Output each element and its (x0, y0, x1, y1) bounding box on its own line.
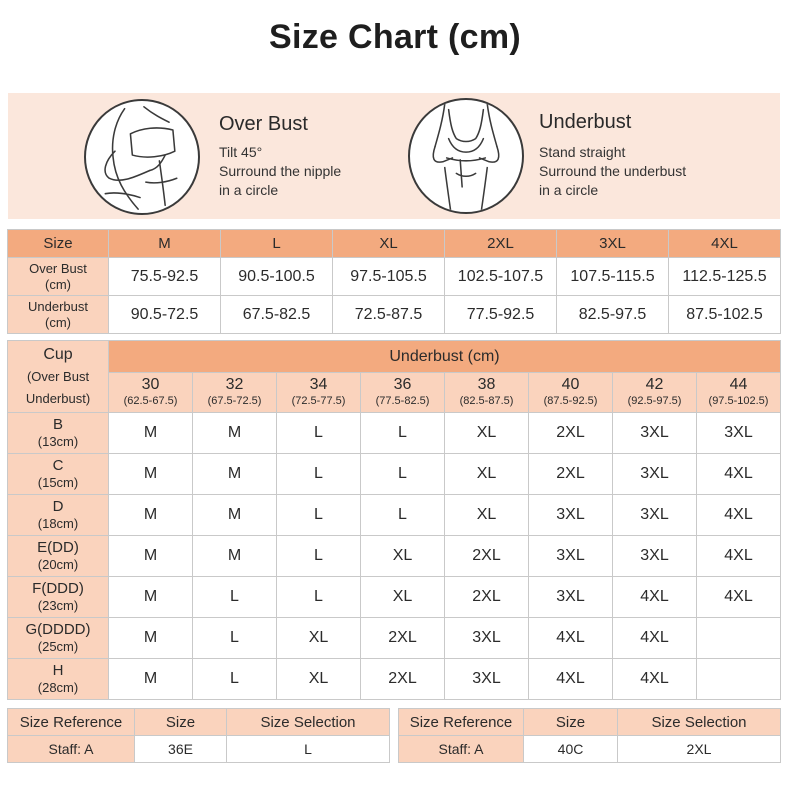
table-cell: 2XL (529, 413, 613, 454)
cup-sub-label-1: (Over Bust (26, 368, 90, 384)
size-header: 2XL (445, 230, 557, 258)
cup-name: C (52, 457, 64, 474)
table-cell: 4XL (697, 577, 781, 618)
underbust-line-3: in a circle (539, 182, 599, 198)
cup-row-label (8, 577, 109, 618)
band-range: (67.5-72.5) (207, 394, 262, 407)
table-row (8, 536, 781, 577)
cup-header (8, 341, 109, 413)
table-row (8, 659, 781, 700)
table-cell: 3XL (613, 413, 697, 454)
reference-size-header: Size (135, 709, 227, 736)
table-cell: M (193, 454, 277, 495)
underbust-line-1: Stand straight (539, 144, 626, 160)
table-cell: 107.5-115.5 (557, 258, 669, 296)
cup-diff: (18cm) (37, 516, 79, 531)
table-cell: 3XL (697, 413, 781, 454)
over-bust-illustration (84, 99, 200, 215)
table-cell: M (193, 536, 277, 577)
cup-sub-label-2: Underbust) (25, 390, 91, 406)
over-bust-line-2: Surround the nipple (219, 163, 342, 179)
over-bust-figure-icon (86, 101, 198, 213)
table-cell: 82.5-97.5 (557, 296, 669, 334)
cup-name: D (52, 498, 64, 515)
over-bust-label: Over Bust (29, 260, 87, 276)
table-row (8, 258, 781, 296)
measurement-guide (8, 93, 780, 219)
table-cell: 4XL (613, 618, 697, 659)
cup-diff: (23cm) (37, 598, 79, 613)
band-range: (77.5-82.5) (375, 394, 430, 407)
table-cell: XL (445, 413, 529, 454)
band-header (445, 373, 529, 413)
table-cell: 2XL (445, 536, 529, 577)
table-cell: XL (361, 577, 445, 618)
underbust-illustration (408, 98, 524, 214)
table-row (8, 296, 781, 334)
table-cell: 3XL (445, 659, 529, 700)
band-header (697, 373, 781, 413)
band-number: 32 (225, 375, 244, 393)
table-cell: 3XL (445, 618, 529, 659)
band-number: 40 (561, 375, 580, 393)
table-row (8, 413, 781, 454)
cup-diff: (25cm) (37, 639, 79, 654)
table-cell: L (361, 495, 445, 536)
table-cell (697, 618, 781, 659)
table-row (8, 454, 781, 495)
size-header: 3XL (557, 230, 669, 258)
reference-staff: Staff: A (399, 736, 524, 763)
reference-selection-header: Size Selection (618, 709, 781, 736)
table-cell: 3XL (613, 454, 697, 495)
band-header (277, 373, 361, 413)
cup-label: Cup (43, 345, 73, 363)
band-number: 42 (645, 375, 664, 393)
table-cell: L (277, 536, 361, 577)
table-cell (697, 659, 781, 700)
table-row (8, 618, 781, 659)
table-cell: M (193, 495, 277, 536)
underbust-heading: Underbust (539, 111, 632, 133)
table-cell: 112.5-125.5 (669, 258, 781, 296)
reference-selection-header: Size Selection (227, 709, 390, 736)
size-header: 4XL (669, 230, 781, 258)
table-row (8, 495, 781, 536)
table-cell: 67.5-82.5 (221, 296, 333, 334)
table-cell: 4XL (697, 536, 781, 577)
table-cell: 90.5-72.5 (109, 296, 221, 334)
table-cell: 2XL (529, 454, 613, 495)
row-label (8, 258, 109, 296)
table-cell: XL (277, 659, 361, 700)
band-range: (92.5-97.5) (627, 394, 682, 407)
page-title: Size Chart (cm) (269, 18, 521, 56)
row-label (8, 296, 109, 334)
table-cell: M (109, 495, 193, 536)
cup-row-label (8, 536, 109, 577)
reference-header: Size Reference (399, 709, 524, 736)
table-cell: XL (277, 618, 361, 659)
band-header (529, 373, 613, 413)
table-cell: XL (445, 495, 529, 536)
table-cell: 87.5-102.5 (669, 296, 781, 334)
table-cell: 102.5-107.5 (445, 258, 557, 296)
over-bust-unit: (cm) (45, 276, 71, 292)
reference-header: Size Reference (8, 709, 135, 736)
band-header (361, 373, 445, 413)
table-cell: 97.5-105.5 (333, 258, 445, 296)
size-reference-table (7, 708, 390, 763)
table-cell: 2XL (361, 618, 445, 659)
table-cell: 2XL (445, 577, 529, 618)
table-cell: XL (445, 454, 529, 495)
table-cell: L (361, 413, 445, 454)
cup-diff: (28cm) (37, 680, 79, 695)
cup-row-label (8, 413, 109, 454)
band-header (613, 373, 697, 413)
size-header-label: Size (8, 230, 109, 258)
table-cell: 4XL (697, 495, 781, 536)
cup-diff: (20cm) (37, 557, 79, 572)
table-cell: XL (361, 536, 445, 577)
reference-size: 36E (135, 736, 227, 763)
table-cell: L (277, 454, 361, 495)
table-cell: M (109, 536, 193, 577)
table-cell: 3XL (529, 495, 613, 536)
table-cell: 3XL (529, 536, 613, 577)
table-cell: L (277, 495, 361, 536)
cup-name: G(DDDD) (25, 621, 91, 638)
reference-staff: Staff: A (8, 736, 135, 763)
cup-size-table (7, 340, 781, 700)
cup-row-label (8, 618, 109, 659)
cup-name: F(DDD) (32, 580, 84, 597)
band-range: (62.5-67.5) (123, 394, 178, 407)
underbust-figure-icon (410, 100, 522, 212)
table-row (8, 577, 781, 618)
table-cell: 4XL (613, 577, 697, 618)
table-cell: 4XL (529, 659, 613, 700)
band-number: 44 (729, 375, 748, 393)
cup-name: B (52, 416, 63, 433)
table-cell: 3XL (613, 495, 697, 536)
reference-selection: L (227, 736, 390, 763)
band-number: 36 (393, 375, 412, 393)
cup-name: H (52, 662, 64, 679)
underbust-line-2: Surround the underbust (539, 163, 687, 179)
table-cell: 77.5-92.5 (445, 296, 557, 334)
cup-row-label (8, 659, 109, 700)
band-number: 30 (141, 375, 160, 393)
band-header (193, 373, 277, 413)
reference-size: 40C (524, 736, 618, 763)
table-cell: M (109, 659, 193, 700)
table-cell: M (109, 577, 193, 618)
table-cell: 4XL (613, 659, 697, 700)
size-table (7, 229, 781, 334)
underbust-unit: (cm) (45, 314, 71, 330)
table-cell: M (109, 618, 193, 659)
band-header (109, 373, 193, 413)
table-cell: 3XL (529, 577, 613, 618)
band-number: 38 (477, 375, 496, 393)
over-bust-line-3: in a circle (219, 182, 279, 198)
size-header: M (109, 230, 221, 258)
band-range: (72.5-77.5) (291, 394, 346, 407)
table-cell: M (193, 413, 277, 454)
reference-selection: 2XL (618, 736, 781, 763)
band-number: 34 (309, 375, 328, 393)
size-header: L (221, 230, 333, 258)
cup-name: E(DD) (37, 539, 79, 556)
table-cell: 75.5-92.5 (109, 258, 221, 296)
underbust-header: Underbust (cm) (109, 341, 781, 373)
table-cell: M (109, 413, 193, 454)
underbust-label: Underbust (28, 298, 88, 314)
table-cell: L (193, 618, 277, 659)
band-range: (87.5-92.5) (543, 394, 598, 407)
band-range: (82.5-87.5) (459, 394, 514, 407)
size-reference-table (398, 708, 781, 763)
cup-diff: (13cm) (37, 434, 79, 449)
cup-diff: (15cm) (37, 475, 79, 490)
reference-size-header: Size (524, 709, 618, 736)
table-cell: L (193, 659, 277, 700)
table-cell: 90.5-100.5 (221, 258, 333, 296)
table-cell: 2XL (361, 659, 445, 700)
table-cell: L (277, 413, 361, 454)
table-cell: M (109, 454, 193, 495)
table-cell: 4XL (697, 454, 781, 495)
size-header: XL (333, 230, 445, 258)
table-cell: 4XL (529, 618, 613, 659)
table-cell: 72.5-87.5 (333, 296, 445, 334)
band-range: (97.5-102.5) (708, 394, 769, 407)
over-bust-line-1: Tilt 45° (219, 144, 263, 160)
cup-row-label (8, 495, 109, 536)
over-bust-heading: Over Bust (219, 113, 308, 135)
cup-row-label (8, 454, 109, 495)
table-cell: L (193, 577, 277, 618)
table-cell: L (361, 454, 445, 495)
table-cell: L (277, 577, 361, 618)
table-cell: 3XL (613, 536, 697, 577)
